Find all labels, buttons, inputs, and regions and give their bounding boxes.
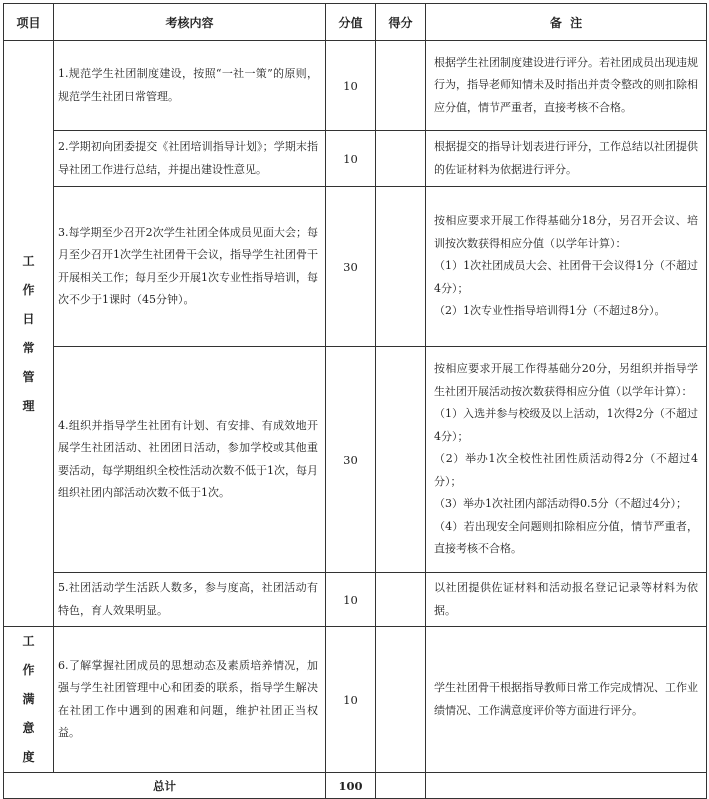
table-row (4, 41, 707, 131)
remark-line: 根据学生社团制度建设进行评分。若社团成员出现违规行为，指导老师知情未及时指出并责令整改的则扣除相应分值，情节严重者，直接考核不合格。 (434, 55, 698, 114)
total-value: 100 (326, 773, 376, 799)
remark-line: （1）入选并参与校级及以上活动，1次得2分（不超过4分）； (434, 407, 698, 443)
header-score: 得分 (376, 4, 426, 41)
remark-line: （3）举办1次社团内部活动得0.5分（不超过4分）； (434, 497, 687, 511)
total-score-cell[interactable] (376, 773, 426, 799)
category-work-satisfaction (4, 627, 54, 773)
table-row (4, 131, 707, 187)
row-remarks (426, 187, 707, 347)
remark-line: 按相应要求开展工作得基础分18分，另召开会议、培训按次数获得相应分值（以学年计算）： (434, 214, 698, 250)
remark-line: 根据提交的指导计划表进行评分，工作总结以社团提供的佐证材料为依据进行评分。 (434, 140, 698, 176)
row-remarks (426, 41, 707, 131)
row-remarks (426, 627, 707, 773)
header-row (4, 4, 707, 41)
table-row (4, 573, 707, 627)
category-char: 管 (22, 369, 35, 384)
total-label: 总计 (4, 773, 326, 799)
row-content: 6.了解掌握社团成员的思想动态及素质培养情况，加强与学生社团管理中心和团委的联系，指导学生解决在社团工作中遇到的困难和问题，维护社团正当权益。 (54, 627, 326, 773)
total-remarks-cell (426, 773, 707, 799)
remark-line: （2）举办1次全校性社团性质活动得2分（不超过4分）； (434, 452, 698, 488)
header-remarks: 备 注 (426, 4, 707, 41)
row-content: 4.组织并指导学生社团有计划、有安排、有成效地开展学生社团活动、社团团日活动，参加学校或其他重要活动，每学期组织全校性活动次数不低于1次，每月组织社团内部活动次数不低于1次。 (54, 347, 326, 573)
category-char: 理 (22, 398, 35, 413)
remark-line: 学生社团骨干根据指导教师日常工作完成情况、工作业绩情况、工作满意度评价等方面进行评分。 (434, 681, 698, 717)
category-char: 工 (22, 253, 35, 268)
category-char: 工 (22, 634, 35, 648)
header-points: 分值 (326, 4, 376, 41)
remark-line: 按相应要求开展工作得基础分20分，另组织并指导学生社团开展活动按次数获得相应分值（以学年计算）： (434, 362, 698, 398)
row-remarks (426, 347, 707, 573)
row-content: 1.规范学生社团制度建设，按照“一社一策”的原则，规范学生社团日常管理。 (54, 41, 326, 131)
assessment-table (3, 3, 707, 799)
row-content: 3.每学期至少召开2次学生社团全体成员见面大会；每月至少召开1次学生社团骨干会议，指导学生社团骨干开展相关工作；每月至少开展1次专业性指导培训，每次不少于1课时（45分钟）。 (54, 187, 326, 347)
category-char: 日 (22, 311, 35, 326)
row-score-cell[interactable] (376, 131, 426, 187)
row-points: 10 (326, 131, 376, 187)
category-char: 意 (22, 721, 35, 735)
row-score-cell[interactable] (376, 187, 426, 347)
row-content: 2.学期初向团委提交《社团培训指导计划》；学期末指导社团工作进行总结，并提出建设性意见。 (54, 131, 326, 187)
row-points: 30 (326, 347, 376, 573)
table-row (4, 347, 707, 573)
table-row (4, 187, 707, 347)
category-char: 常 (22, 340, 35, 355)
category-char: 满 (22, 692, 35, 706)
row-remarks (426, 131, 707, 187)
row-content: 5.社团活动学生活跃人数多，参与度高，社团活动有特色，育人效果明显。 (54, 573, 326, 627)
row-score-cell[interactable] (376, 347, 426, 573)
remark-line: （2）1次专业性指导培训得1分（不超过8分）。 (434, 304, 666, 318)
row-score-cell[interactable] (376, 41, 426, 131)
table-row (4, 627, 707, 773)
row-remarks (426, 573, 707, 627)
row-score-cell[interactable] (376, 573, 426, 627)
header-project: 项目 (4, 4, 54, 41)
category-daily-management (4, 41, 54, 627)
header-content: 考核内容 (54, 4, 326, 41)
category-char: 作 (22, 663, 35, 677)
category-char: 度 (22, 750, 35, 764)
remark-line: （4）若出现安全问题则扣除相应分值，情节严重者，直接考核不合格。 (434, 519, 698, 556)
row-points: 30 (326, 187, 376, 347)
category-char: 作 (22, 282, 35, 297)
row-points: 10 (326, 41, 376, 131)
row-points: 10 (326, 573, 376, 627)
total-row (4, 773, 707, 799)
remark-line: 以社团提供佐证材料和活动报名登记记录等材料为依据。 (434, 581, 698, 617)
row-score-cell[interactable] (376, 627, 426, 773)
row-points: 10 (326, 627, 376, 773)
remark-line: （1）1次社团成员大会、社团骨干会议得1分（不超过4分）； (434, 259, 698, 295)
